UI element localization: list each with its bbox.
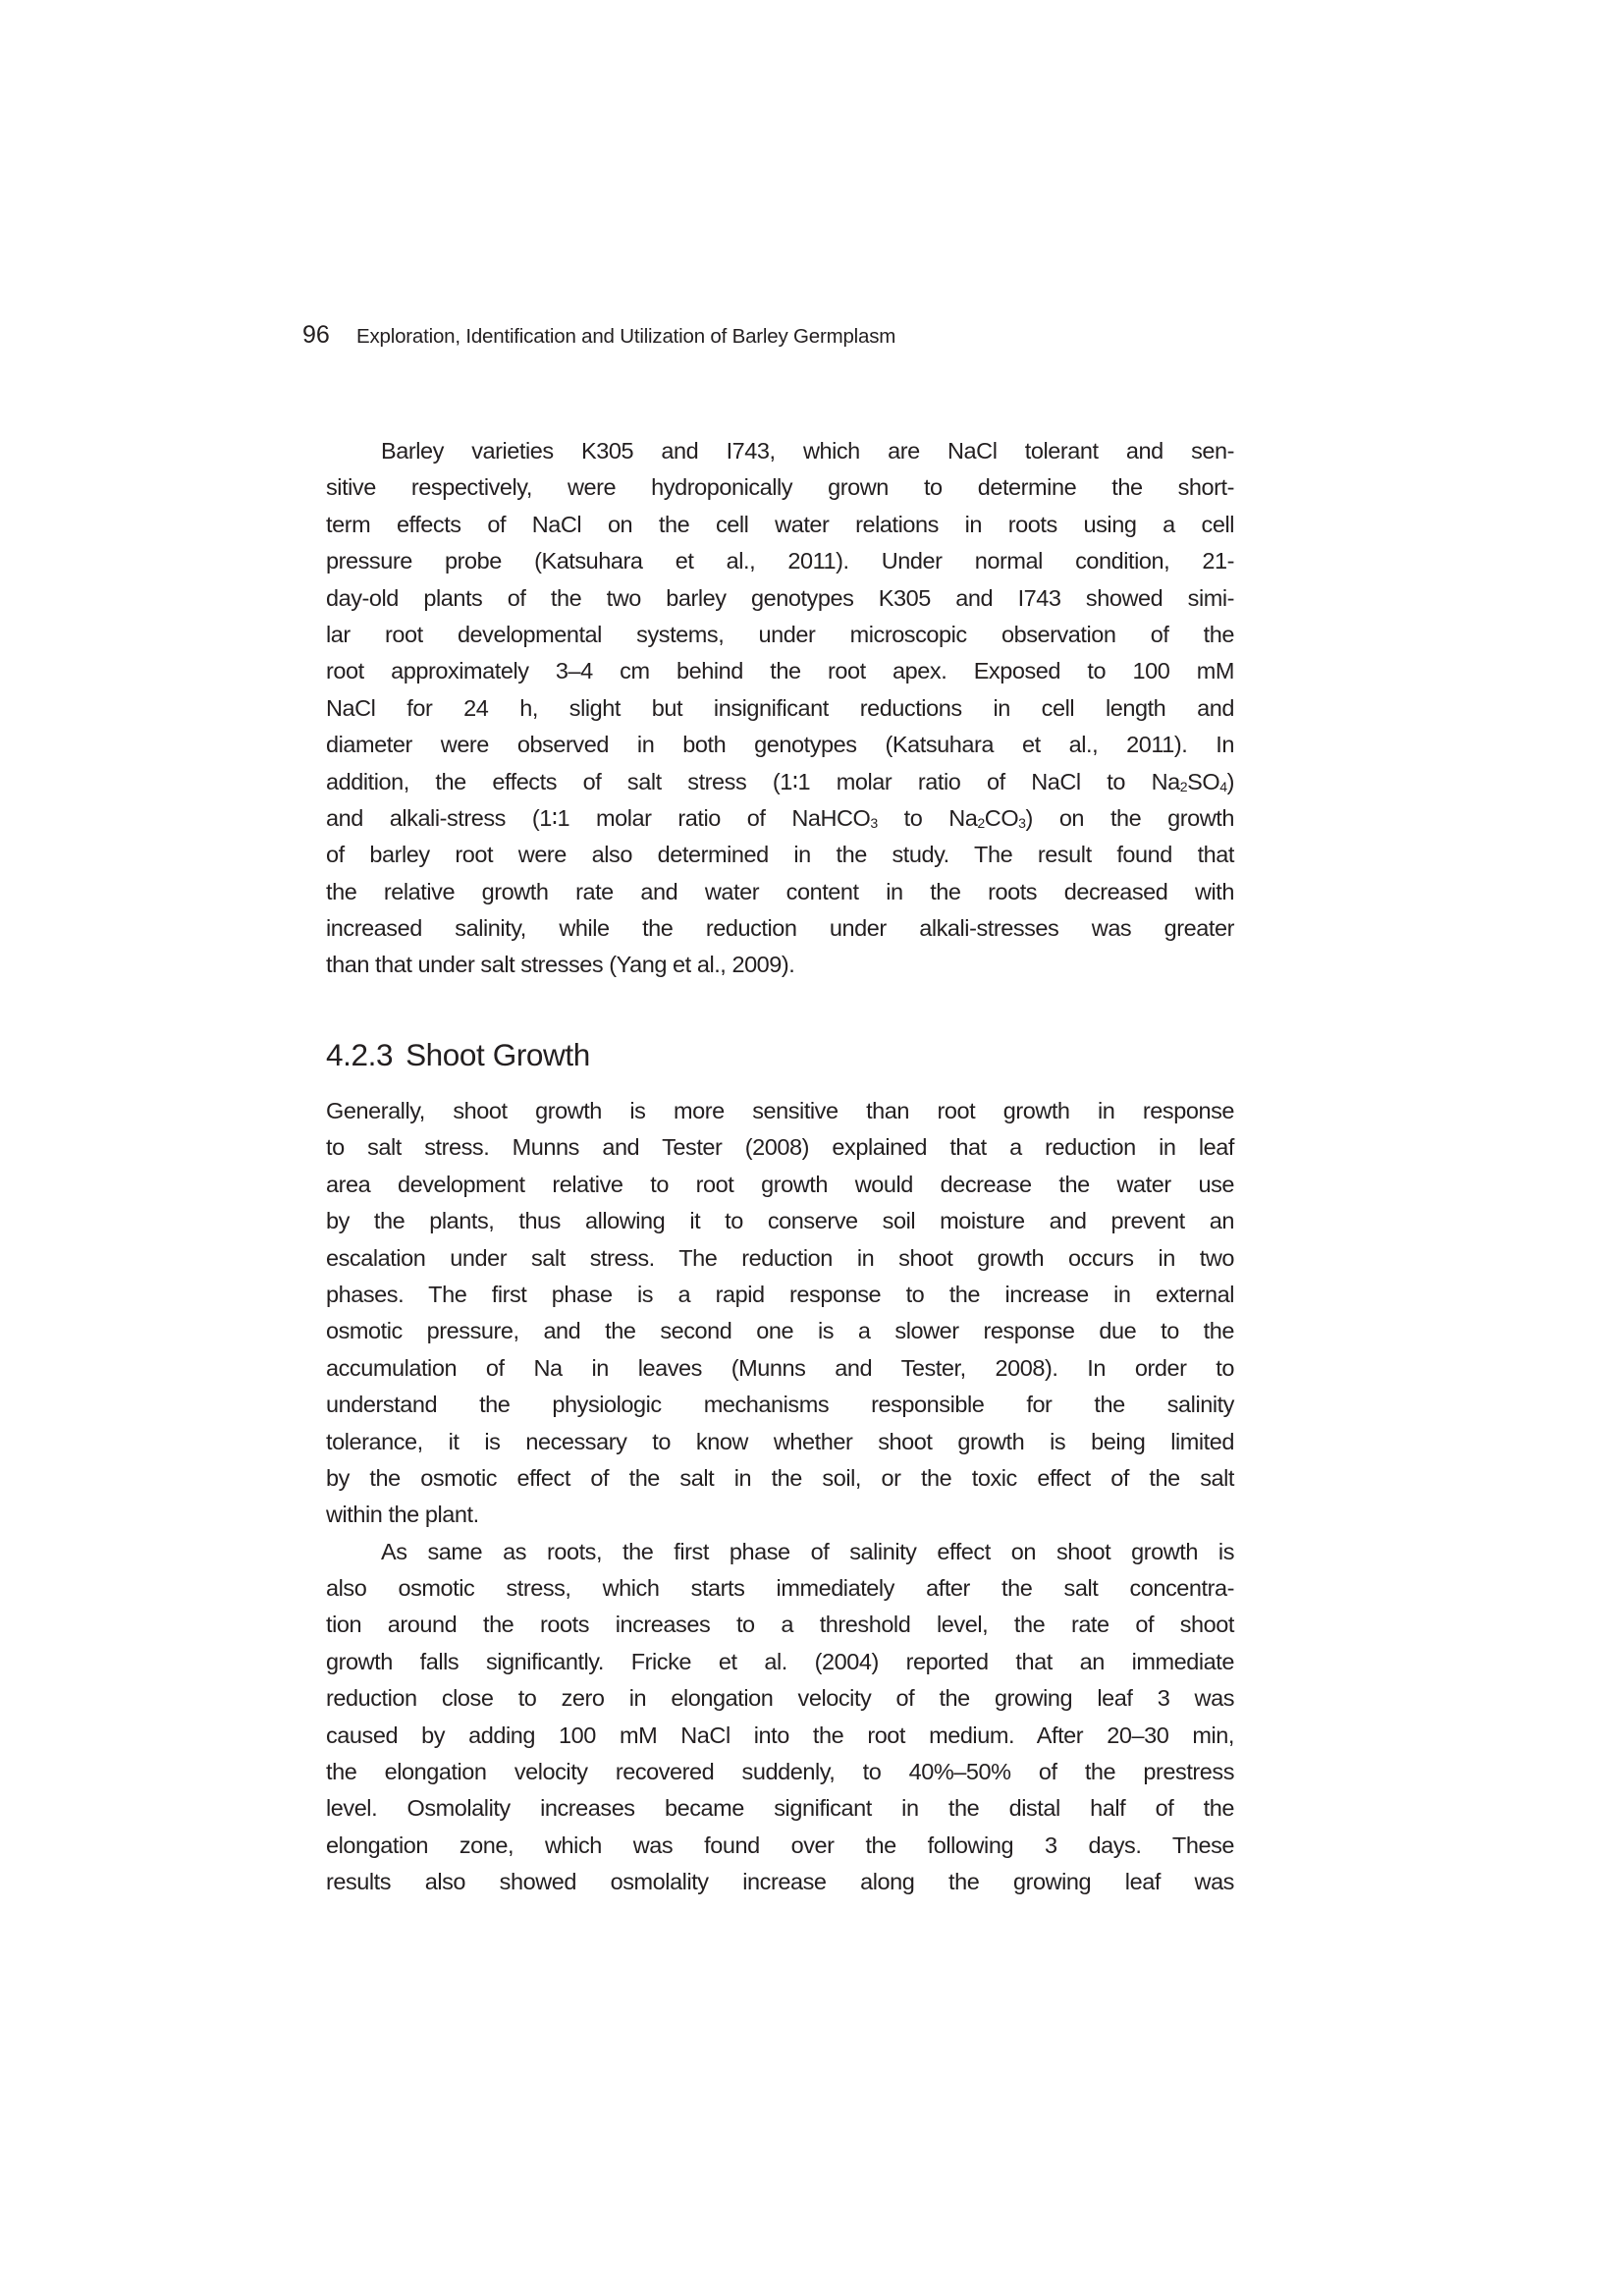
text-line: reduction close to zero in elongation velocity of the growing leaf 3 was [326, 1685, 1234, 1712]
paragraph-shoot-growth-intro [326, 1093, 1234, 1901]
text-line: understand the physiologic mechanisms responsible for the salinity [326, 1392, 1234, 1418]
text-line: sitive respectively, were hydroponically grown to determine the short- [326, 474, 1234, 501]
text-line: escalation under salt stress. The reduction in shoot growth occurs in two [326, 1244, 1234, 1271]
text-line: the relative growth rate and water content in the roots decreased with [326, 878, 1234, 904]
text-line: tolerance, it is necessary to know whether shoot growth is being limited [326, 1428, 1234, 1454]
paragraph-root-cell-water-relations [326, 433, 1234, 984]
text-line: elongation zone, which was found over the following 3 days. These [326, 1831, 1234, 1858]
section-title: Shoot Growth [406, 1037, 590, 1072]
text-line: lar root developmental systems, under microscopic observation of the [326, 621, 1234, 647]
text-line: by the plants, thus allowing it to conserve soil moisture and prevent an [326, 1208, 1234, 1234]
text-line: Barley varieties K305 and I743, which are NaCl tolerant and sen- [381, 438, 1234, 464]
text-line: phases. The first phase is a rapid response to the increase in external [326, 1281, 1234, 1307]
running-head [302, 320, 895, 350]
text-line: area development relative to root growth would decrease the water use [326, 1171, 1234, 1197]
text-line: the elongation velocity recovered suddenly, to 40%–50% of the prestress [326, 1759, 1234, 1785]
text-line: results also showed osmolality increase along the growing leaf was [326, 1869, 1234, 1895]
text-line: also osmotic stress, which starts immediately after the salt concentra- [326, 1575, 1234, 1602]
text-line-formula-na2so4: addition, the effects of salt stress (1∶1 molar ratio of NaCl to $Na_2SO_4$) [326, 768, 1234, 794]
page-number: 96 [302, 321, 330, 349]
text-line: accumulation of Na in leaves (Munns and Tester, 2008). In order to [326, 1354, 1234, 1381]
text-line: level. Osmolality increases became significant in the distal half of the [326, 1795, 1234, 1822]
text-line-formula-nahco3: and alkali-stress (1∶1 molar ratio of NaHCO$_3$ to $Na_2CO_3$) on the growth [326, 804, 1234, 832]
text-line: by the osmotic effect of the salt in the soil, or the toxic effect of the salt [326, 1464, 1234, 1491]
text-line: growth falls significantly. Fricke et al. (2004) reported that an immediate [326, 1648, 1234, 1674]
text-line: than that under salt stresses (Yang et al., 2009). [326, 952, 795, 978]
book-title: Exploration, Identification and Utilization of Barley Germplasm [356, 325, 896, 348]
text-line: within the plant. [326, 1502, 479, 1528]
text-line: tion around the roots increases to a threshold level, the rate of shoot [326, 1612, 1234, 1638]
text-line: root approximately 3–4 cm behind the root apex. Exposed to 100 mM [326, 658, 1234, 684]
text-line: to salt stress. Munns and Tester (2008) explained that a reduction in leaf [326, 1134, 1234, 1161]
text-line: Generally, shoot growth is more sensitive than root growth in response [326, 1098, 1234, 1123]
text-line: NaCl for 24 h, slight but insignificant reductions in cell length and [326, 694, 1234, 721]
text-line: diameter were observed in both genotypes (Katsuhara et al., 2011). In [326, 732, 1234, 758]
text-line: caused by adding 100 mM NaCl into the root medium. After 20–30 min, [326, 1722, 1234, 1748]
text-line: osmotic pressure, and the second one is a slower response due to the [326, 1318, 1234, 1344]
text-line: day-old plants of the two barley genotypes K305 and I743 showed simi- [326, 584, 1234, 611]
text-line: increased salinity, while the reduction under alkali-stresses was greater [326, 915, 1234, 942]
text-line: As same as roots, the first phase of salinity effect on shoot growth is [381, 1538, 1234, 1564]
section-number: 4.2.3 [326, 1037, 394, 1072]
text-line: pressure probe (Katsuhara et al., 2011). Under normal condition, 21- [326, 548, 1234, 574]
text-line: term effects of NaCl on the cell water relations in roots using a cell [326, 511, 1234, 537]
text-line: of barley root were also determined in the study. The result found that [326, 842, 1234, 868]
section-heading [326, 1035, 590, 1074]
